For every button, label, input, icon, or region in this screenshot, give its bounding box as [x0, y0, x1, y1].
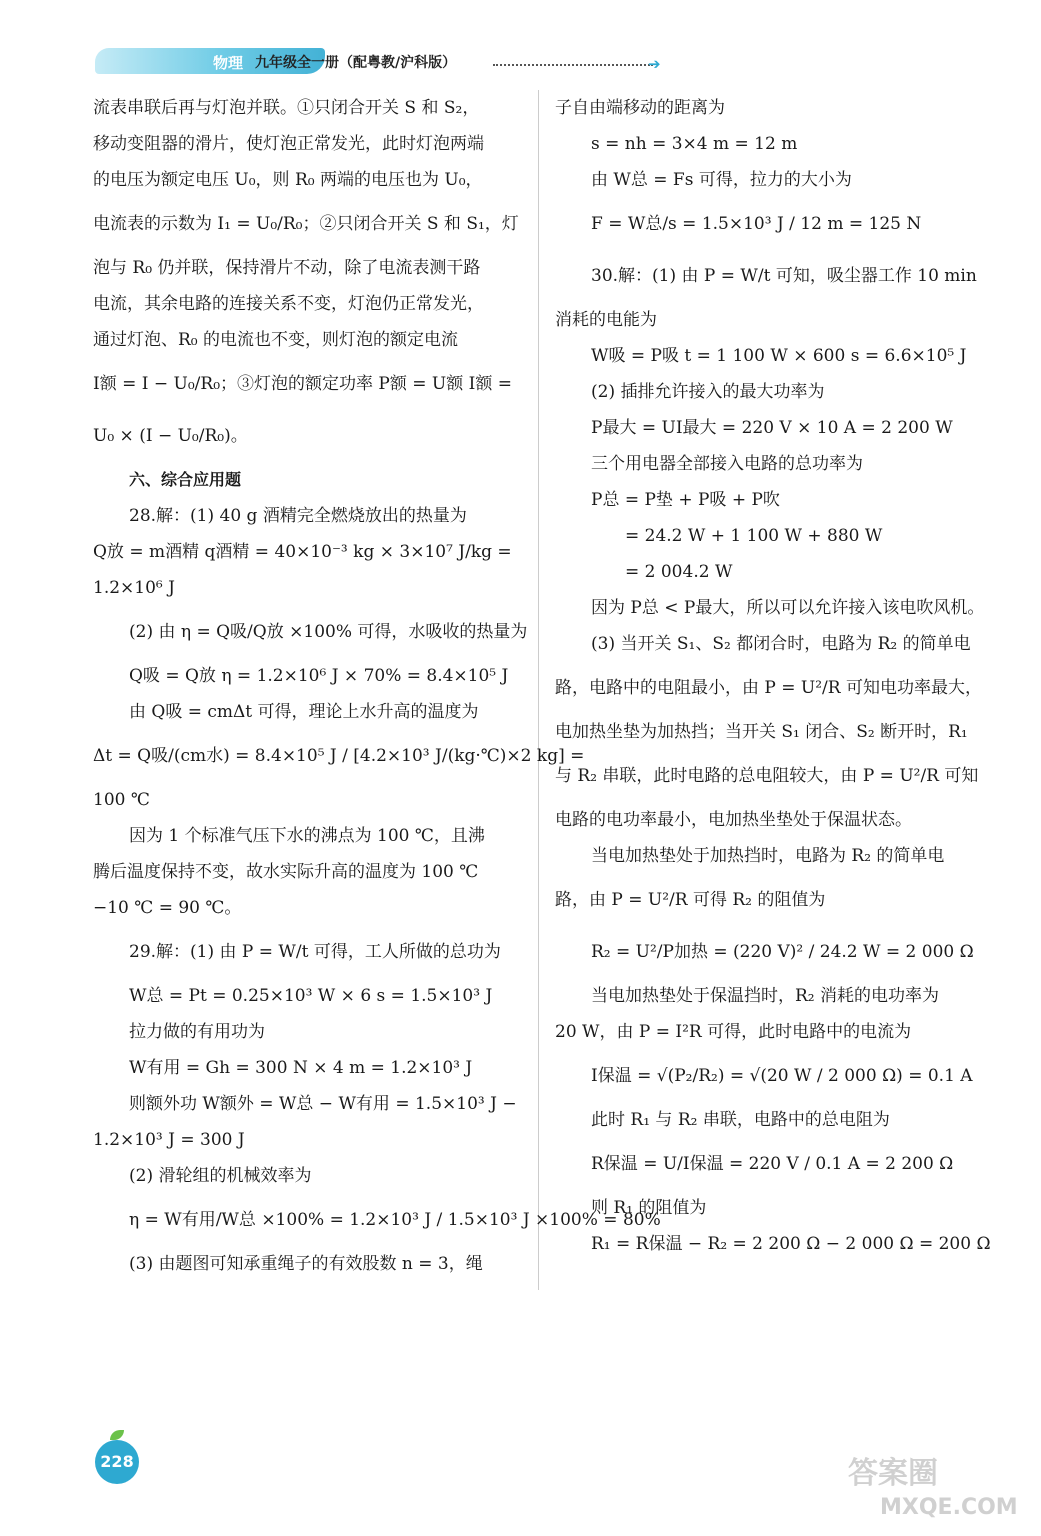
left-line: 28.解：(1) 40 g 酒精完全燃烧放出的热量为	[129, 506, 467, 526]
left-line: 电流，其余电路的连接关系不变，灯泡仍正常发光，	[93, 294, 484, 314]
left-line: 1.2×10³ J = 300 J	[93, 1130, 245, 1150]
right-line: 此时 R₁ 与 R₂ 串联，电路中的总电阻为	[591, 1110, 890, 1130]
right-line: R₁ = R保温 − R₂ = 2 200 Ω − 2 000 Ω = 200 Ω	[591, 1234, 991, 1254]
arrow-right-icon: ➔	[648, 55, 661, 73]
right-line: I保温 = √(P₂/R₂) = √(20 W / 2 000 Ω) = 0.1 A	[591, 1066, 973, 1086]
right-line: = 2 004.2 W	[625, 562, 733, 582]
right-line: 电加热坐垫为加热挡；当开关 S₁ 闭合、S₂ 断开时，R₁	[555, 722, 968, 742]
apple-leaf-icon	[110, 1430, 124, 1440]
left-line: 拉力做的有用功为	[129, 1022, 265, 1042]
subject-label: 物理	[213, 54, 244, 72]
right-line: F = W总/s = 1.5×10³ J / 12 m = 125 N	[591, 214, 922, 234]
left-line: 六、综合应用题	[129, 470, 242, 489]
right-line: P最大 = UI最大 = 220 V × 10 A = 2 200 W	[591, 418, 953, 438]
right-line: 因为 P总 < P最大，所以可以允许接入该电吹风机。	[591, 598, 985, 618]
left-line: 通过灯泡、R₀ 的电流也不变，则灯泡的额定电流	[93, 330, 459, 350]
left-line: 因为 1 个标准气压下水的沸点为 100 ℃，且沸	[129, 826, 485, 846]
right-line: 路，电路中的电阻最小，由 P = U²/R 可知电功率最大，	[555, 678, 982, 698]
left-line: (2) 滑轮组的机械效率为	[129, 1166, 312, 1186]
left-line: 的电压为额定电压 U₀，则 R₀ 两端的电压也为 U₀，	[93, 170, 483, 190]
left-line: −10 ℃ = 90 ℃。	[93, 898, 242, 918]
left-line: U₀ × (I − U₀/R₀)。	[93, 426, 248, 446]
right-line: (3) 当开关 S₁、S₂ 都闭合时，电路为 R₂ 的简单电	[591, 634, 971, 654]
left-line: 流表串联后再与灯泡并联。①只闭合开关 S 和 S₂，	[93, 98, 480, 118]
right-line: 20 W，由 P = I²R 可得，此时电路中的电流为	[555, 1022, 912, 1042]
header-dotted-line	[493, 64, 653, 66]
right-line: 电路的电功率最小，电加热坐垫处于保温状态。	[555, 810, 912, 830]
right-line: R₂ = U²/P加热 = (220 V)² / 24.2 W = 2 000 Ω	[591, 942, 974, 962]
left-line: W有用 = Gh = 300 N × 4 m = 1.2×10³ J	[129, 1058, 473, 1078]
right-line: P总 = P垫 + P吸 + P吹	[591, 490, 780, 510]
book-title: 九年级全一册（配粤教/沪科版）	[255, 55, 457, 71]
watermark-logo: 答案圈	[848, 1456, 938, 1491]
left-line: 则额外功 W额外 = W总 − W有用 = 1.5×10³ J −	[129, 1094, 517, 1114]
right-line: 三个用电器全部接入电路的总功率为	[591, 454, 863, 474]
right-line: 消耗的电能为	[555, 310, 657, 330]
left-line: (3) 由题图可知承重绳子的有效股数 n = 3，绳	[129, 1254, 483, 1274]
right-column	[555, 90, 991, 1262]
right-line: 路，由 P = U²/R 可得 R₂ 的阻值为	[555, 890, 826, 910]
watermark-url: MXQE.COM	[880, 1495, 1018, 1520]
column-divider	[538, 90, 539, 1290]
left-line: 29.解：(1) 由 P = W/t 可得，工人所做的总功为	[129, 942, 501, 962]
left-line: W总 = Pt = 0.25×10³ W × 6 s = 1.5×10³ J	[129, 986, 493, 1006]
page-number: 228	[95, 1440, 139, 1484]
right-line: 当电加热垫处于保温挡时，R₂ 消耗的电功率为	[591, 986, 940, 1006]
left-line: 腾后温度保持不变，故水实际升高的温度为 100 ℃	[93, 862, 479, 882]
page-header	[95, 42, 795, 82]
left-line: η = W有用/W总 ×100% = 1.2×10³ J / 1.5×10³ J ×100% = 80%	[129, 1210, 661, 1230]
left-line: 电流表的示数为 I₁ = U₀/R₀；②只闭合开关 S 和 S₁，灯	[93, 214, 519, 234]
right-line: 30.解：(1) 由 P = W/t 可知，吸尘器工作 10 min	[591, 266, 977, 286]
right-line: 子自由端移动的距离为	[555, 98, 725, 118]
right-line: = 24.2 W + 1 100 W + 880 W	[625, 526, 883, 546]
left-line: 泡与 R₀ 仍并联，保持滑片不动，除了电流表测干路	[93, 258, 481, 278]
right-line: 当电加热垫处于加热挡时，电路为 R₂ 的简单电	[591, 846, 945, 866]
left-line: (2) 由 η = Q吸/Q放 ×100% 可得，水吸收的热量为	[129, 622, 528, 642]
right-line: 与 R₂ 串联，此时电路的总电阻较大，由 P = U²/R 可知	[555, 766, 979, 786]
left-line: 1.2×10⁶ J	[93, 578, 175, 598]
right-line: 由 W总 = Fs 可得，拉力的大小为	[591, 170, 852, 190]
left-line: 移动变阻器的滑片，使灯泡正常发光，此时灯泡两端	[93, 134, 484, 154]
right-line: W吸 = P吸 t = 1 100 W × 600 s = 6.6×10⁵ J	[591, 346, 967, 366]
right-line: 则 R₁ 的阻值为	[591, 1198, 707, 1218]
left-line: Δt = Q吸/(cm水) = 8.4×10⁵ J / [4.2×10³ J/(kg·℃)×2 kg] =	[93, 746, 585, 766]
left-line: 由 Q吸 = cmΔt 可得，理论上水升高的温度为	[129, 702, 479, 722]
right-line: s = nh = 3×4 m = 12 m	[591, 134, 798, 154]
left-line: I额 = I − U₀/R₀；③灯泡的额定功率 P额 = U额 I额 =	[93, 374, 513, 394]
left-line: Q放 = m酒精 q酒精 = 40×10⁻³ kg × 3×10⁷ J/kg =	[93, 542, 512, 562]
right-line: R保温 = U/I保温 = 220 V / 0.1 A = 2 200 Ω	[591, 1154, 954, 1174]
left-line: 100 ℃	[93, 790, 150, 810]
left-line: Q吸 = Q放 η = 1.2×10⁶ J × 70% = 8.4×10⁵ J	[129, 666, 509, 686]
right-line: (2) 插排允许接入的最大功率为	[591, 382, 825, 402]
